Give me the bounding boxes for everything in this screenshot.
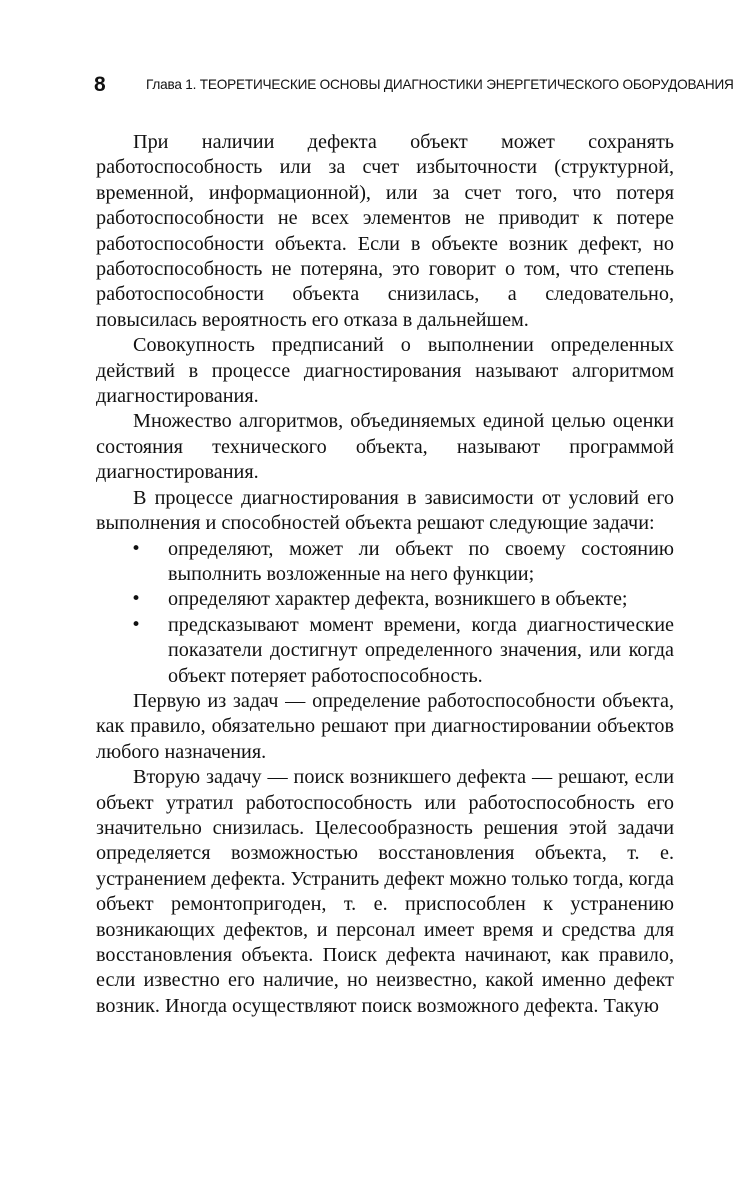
paragraph: Множество алгоритмов, объединяемых единой целью оценки состояния технического объекта, называют программой диагностирования. [96, 410, 674, 484]
paragraph: Первую из задач — определение работоспособности объекта, как правило, обязательно решают при диагностировании объектов любого назначения. [96, 689, 674, 763]
running-title: Глава 1. ТЕОРЕТИЧЕСКИЕ ОСНОВЫ ДИАГНОСТИКИ ЭНЕРГЕТИЧЕСКОГО ОБОРУДОВАНИЯ [146, 77, 734, 92]
list-item-text: предсказывают момент времени, когда диагностические показатели достигнут определенного значения, или когда объект потеряет работоспособность. [168, 613, 674, 687]
paragraph: При наличии дефекта объект может сохранять работоспособность или за счет избыточности (структурной, временной, информационной), или за счет того, что потеря работоспособности не всех элементов не приводит к потере работоспособности объекта. Если в объекте возник дефект, но работоспособность не потеряна, это говорит о том, что степень работоспособности объекта снизилась, а следовательно, повысилась вероятность его отказа в дальнейшем. [96, 131, 674, 331]
paragraph: Совокупность предписаний о выполнении определенных действий в процессе диагностирования называют алгоритмом диагностирования. [96, 334, 674, 408]
list-item [96, 587, 674, 612]
bullet-icon: • [130, 614, 142, 635]
paragraph: Вторую задачу — поиск возникшего дефекта — решают, если объект утратил работоспособность или работоспособность его значительно снизилась. Целесообразность решения этой задачи определяется возможностью восстановления объекта, т. е. устранением дефекта. Устранить дефект можно только тогда, когда объект ремонтопригоден, т. е. приспособлен к устранению возникающих дефектов, и персонал имеет время и средства для восстановления объекта. Поиск дефекта начинают, как правило, если известно его наличие, но неизвестно, какой именно дефект возник. Иногда осуществляют поиск возможного дефекта. Такую [96, 766, 674, 1017]
paragraph: В процессе диагностирования в зависимости от условий его выполнения и способностей объекта решают следующие задачи: [96, 486, 674, 535]
list-item-text: определяют характер дефекта, возникшего в объекте; [168, 588, 628, 611]
page-number: 8 [94, 73, 106, 96]
list-item [96, 613, 674, 689]
list-item-text: определяют, может ли объект по своему состоянию выполнить возложенные на него функции; [168, 537, 674, 585]
body-text [96, 130, 674, 1019]
list-item [96, 537, 674, 588]
bullet-icon: • [130, 538, 142, 559]
bullet-icon: • [130, 589, 142, 610]
task-list [96, 537, 674, 689]
page-header [94, 72, 734, 98]
